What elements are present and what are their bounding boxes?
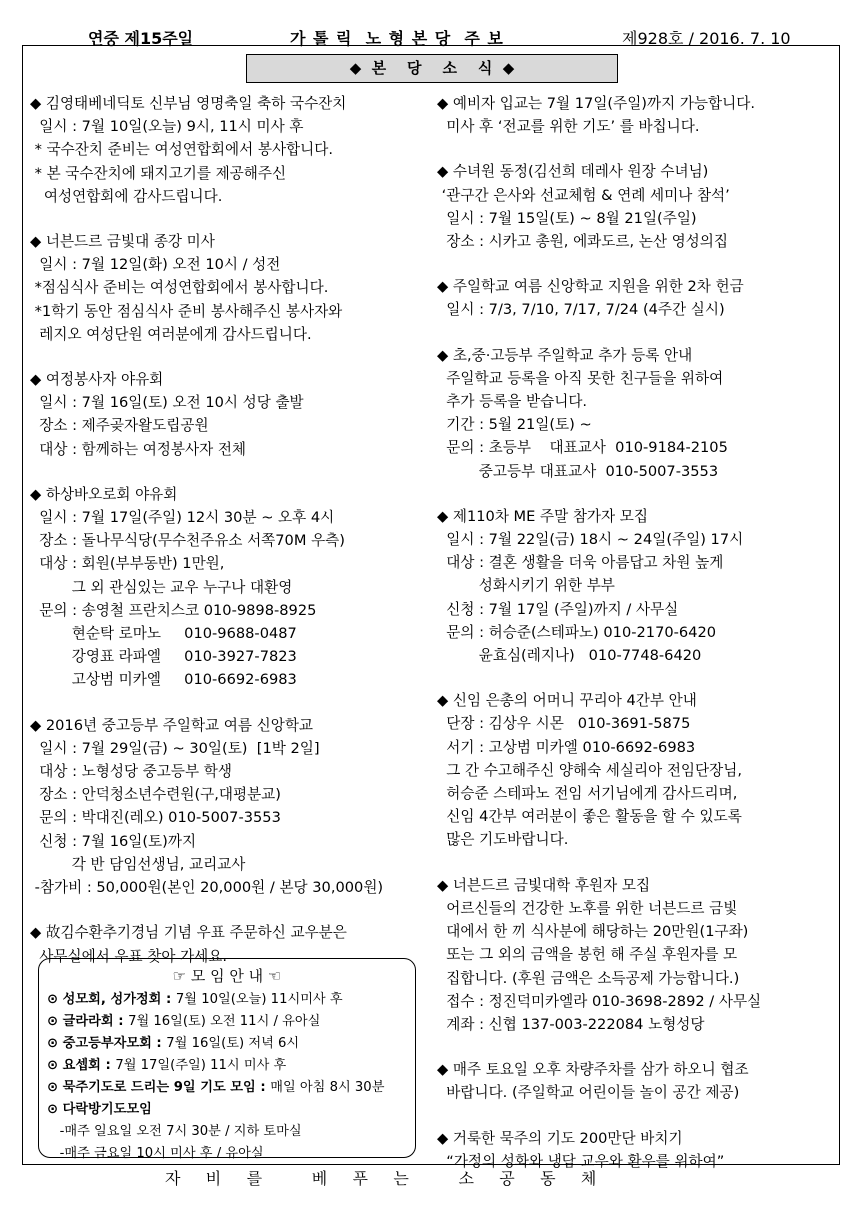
notice-title: ◆ 거룩한 묵주의 기도 200만단 바치기 (437, 1129, 683, 1147)
meeting-item-label: ⊙ 묵주기도로 드리는 9일 기도 모임 : (47, 1080, 271, 1095)
meeting-item-text: -매주 일요일 오전 7시 30분 / 지하 토마실 (47, 1124, 302, 1139)
notice-line: 일시 : 7월 29일(금) ~ 30일(토) [1박 2일] (30, 739, 320, 757)
notice-line: * 국수잔치 준비는 여성연합회에서 봉사합니다. (30, 141, 333, 159)
notice-line: 일시 : 7월 15일(토) ~ 8월 21일(주일) (437, 209, 697, 227)
notice-line: 대상 : 함께하는 여정봉사자 전체 (30, 440, 247, 458)
notice-title: ◆ 신임 은총의 어머니 꾸리아 4간부 안내 (437, 692, 697, 710)
notice-line: 강영표 라파엘 010-3927-7823 (30, 648, 297, 666)
meeting-item-text: -매주 금요일 10시 미사 후 / 유아실 (47, 1146, 264, 1161)
notice-line: 바랍니다. (주일학교 어린이들 놀이 공간 제공) (437, 1084, 740, 1102)
notice-line: “가정의 성화와 냉담 교우와 환우를 위하여” (437, 1152, 725, 1170)
notice-line: 장소 : 시카고 총원, 에콰도르, 논산 영성의집 (437, 233, 728, 251)
notice-item (30, 483, 425, 692)
notice-title: ◆ 예비자 입교는 7월 17일(주일)까지 가능합니다. (437, 95, 755, 112)
meeting-title: ☞ 모 임 안 내 ☜ (172, 967, 282, 985)
notice-title: ◆ 주일학교 여름 신앙학교 지원을 위한 2차 헌금 (437, 278, 744, 296)
notice-line: 문의 : 초등부 대표교사 010-9184-2105 (437, 439, 728, 457)
notice-line: 추가 등록을 받습니다. (437, 393, 588, 411)
meeting-item (47, 989, 407, 1011)
meeting-item-label: ⊙ 다락방기도모임 (47, 1102, 152, 1117)
notice-line: 그 간 수고해주신 양해숙 세실리아 전임단장님, (437, 761, 742, 779)
meeting-item-text: 7월 16일(토) 저녁 6시 (166, 1036, 300, 1051)
notice-item (437, 505, 837, 667)
notice-line: 문의 : 허승준(스테파노) 010-2170-6420 (437, 623, 717, 641)
notice-line: 신청 : 7월 17일 (주일)까지 / 사무실 (437, 600, 679, 618)
notice-line: 접수 : 정진덕미카엘라 010-3698-2892 / 사무실 (437, 992, 762, 1010)
notice-line: *1학기 동안 점심식사 준비 봉사해주신 봉사자와 (30, 302, 343, 320)
notice-title: ◆ 하상바오로회 야유회 (30, 485, 178, 503)
notice-line: 일시 : 7월 22일(금) 18시 ~ 24일(주일) 17시 (437, 531, 744, 549)
meeting-item (47, 1077, 407, 1099)
notice-item (437, 874, 837, 1036)
notice-line: 미사 후 ‘전교를 위한 기도’ 를 바칩니다. (437, 118, 700, 136)
notice-line: 현순탁 로마노 010-9688-0487 (30, 625, 297, 643)
footer-motto: 자 비 를 베 푸 는 소 공 동 체 (165, 1169, 598, 1188)
notice-item (437, 160, 837, 253)
notice-line: 허승준 스테파노 전임 서기님에게 감사드리며, (437, 785, 738, 803)
notice-line: 서기 : 고상범 미카엘 010-6692-6983 (437, 738, 696, 756)
right-column (437, 92, 837, 1195)
notice-line: * 본 국수잔치에 돼지고기를 제공해주신 (30, 164, 287, 182)
notice-line: 장소 : 돌나무식당(무수천주유소 서쪽70M 우측) (30, 532, 345, 550)
notice-line: 일시 : 7월 10일(오늘) 9시, 11시 미사 후 (30, 118, 304, 136)
notice-title: ◆ 제110차 ME 주말 참가자 모집 (437, 507, 648, 525)
notice-item (30, 230, 425, 346)
meeting-item (47, 1033, 407, 1055)
notice-title: ◆ 수녀원 동정(김선희 데레사 원장 수녀님) (437, 163, 709, 181)
notice-line: -참가비 : 50,000원(본인 20,000원 / 본당 30,000원) (30, 879, 384, 897)
notice-line: 집합니다. (후원 금액은 소득공제 가능합니다.) (437, 969, 740, 987)
notice-title: ◆ 故김수환추기경님 기념 우표 주문하신 교우분은 (30, 924, 347, 942)
notice-title: ◆ 2016년 중고등부 주일학교 여름 신앙학교 (30, 716, 314, 734)
notice-line: 장소 : 제주곶자왈도립공원 (30, 417, 209, 435)
meeting-item-text: 매일 아침 8시 30분 (270, 1080, 385, 1095)
notice-line: 대상 : 노형성당 중고등부 학생 (30, 763, 232, 781)
notice-line: 여성연합회에 감사드립니다. (30, 187, 223, 205)
notice-line: 각 반 담임선생님, 교리교사 (30, 855, 246, 873)
meeting-item-label: ⊙ 성모회, 성가정회 : (47, 992, 176, 1007)
notice-line: 중고등부 대표교사 010-5007-3553 (437, 462, 719, 480)
notice-item (437, 344, 837, 483)
meeting-item (47, 1143, 407, 1165)
notice-line: 또는 그 외의 금액을 봉헌 해 주실 후원자를 모 (437, 946, 738, 964)
meeting-item-text: 7월 17일(주일) 11시 미사 후 (115, 1058, 287, 1073)
header-week: 연중 제15주일 (88, 29, 194, 48)
notice-line: ‘관구간 은사와 선교체험 & 연례 세미나 참석’ (437, 186, 730, 204)
notice-line: 신임 4간부 여러분이 좋은 활동을 할 수 있도록 (437, 808, 742, 826)
meeting-item (47, 1121, 407, 1143)
notice-item (437, 275, 837, 321)
notice-line: 그 외 관심있는 교우 누구나 대환영 (30, 578, 293, 596)
notice-line: 많은 기도바랍니다. (437, 831, 569, 849)
left-column (30, 92, 425, 990)
notice-title: ◆ 너븐드르 금빛대 종강 미사 (30, 233, 215, 251)
notice-line: 장소 : 안덕청소년수련원(구,대평분교) (30, 786, 281, 804)
notice-line: 성화시키기 위한 부부 (437, 577, 615, 595)
meeting-box (38, 958, 416, 1161)
header-issue: 제928호 / 2016. 7. 10 (622, 29, 791, 48)
notice-line: *점심식사 준비는 여성연합회에서 봉사합니다. (30, 279, 329, 297)
notice-line: 단장 : 김상우 시몬 010-3691-5875 (437, 715, 691, 733)
meeting-item-text: 7월 10일(오늘) 11시미사 후 (175, 992, 343, 1007)
notice-line: 사무실에서 우표 찾아 가세요. (30, 947, 228, 965)
notice-item (30, 92, 425, 208)
notice-title: ◆ 여정봉사자 야유회 (30, 371, 164, 389)
meeting-item (47, 1011, 407, 1033)
notice-line: 고상범 미카엘 010-6692-6983 (30, 671, 297, 689)
notice-line: 기간 : 5월 21일(토) ~ (437, 416, 592, 434)
notice-line: 문의 : 박대진(레오) 010-5007-3553 (30, 809, 281, 827)
meeting-item-label: ⊙ 요셉회 : (47, 1058, 116, 1073)
notice-line: 대상 : 회원(부부동반) 1만원, (30, 555, 225, 573)
notice-item (437, 689, 837, 851)
notice-item (437, 1058, 837, 1104)
notice-line: 일시 : 7월 17일(주일) 12시 30분 ~ 오후 4시 (30, 509, 335, 527)
notice-line: 일시 : 7월 12일(화) 오전 10시 / 성전 (30, 256, 281, 274)
header-title: 가 톨 릭 노 형 본 당 주 보 (290, 29, 504, 48)
meeting-item (47, 1055, 407, 1077)
meeting-item (47, 1099, 407, 1121)
meeting-item-label: ⊙ 중고등부자모회 : (47, 1036, 167, 1051)
meeting-item-label: ⊙ 글라라회 : (47, 1014, 129, 1029)
notice-line: 주일학교 등록을 아직 못한 친구들을 위하여 (437, 369, 724, 387)
notice-title: ◆ 김영태베네딕토 신부님 영명축일 축하 국수잔치 (30, 95, 347, 112)
notice-line: 계좌 : 신협 137-003-222084 노형성당 (437, 1015, 705, 1033)
notice-line: 일시 : 7월 16일(토) 오전 10시 성당 출발 (30, 394, 304, 412)
notice-line: 대상 : 결혼 생활을 더욱 아름답고 차원 높게 (437, 554, 724, 572)
notice-line: 윤효심(레지나) 010-7748-6420 (437, 647, 702, 665)
notice-line: 어르신들의 건강한 노후를 위한 너븐드르 금빛 (437, 899, 738, 917)
notice-line: 문의 : 송영철 프란치스코 010-9898-8925 (30, 601, 317, 619)
section-banner: ◆ 본 당 소 식 ◆ (246, 54, 618, 83)
meeting-item-text: 7월 16일(토) 오전 11시 / 유아실 (128, 1014, 321, 1029)
notice-title: ◆ 초,중·고등부 주일학교 추가 등록 안내 (437, 346, 693, 364)
notice-title: ◆ 매주 토요일 오후 차량주차를 삼가 하오니 협조 (437, 1061, 749, 1079)
notice-line: 대에서 한 끼 식사분에 해당하는 20만원(1구좌) (437, 923, 749, 941)
notice-item (30, 368, 425, 461)
notice-line: 일시 : 7/3, 7/10, 7/17, 7/24 (4주간 실시) (437, 301, 725, 319)
notice-title: ◆ 너븐드르 금빛대학 후원자 모집 (437, 876, 651, 894)
notice-line: 레지오 여성단원 여러분에게 감사드립니다. (30, 325, 312, 343)
notice-line: 신청 : 7월 16일(토)까지 (30, 832, 197, 850)
notice-item (437, 92, 837, 138)
notice-item (30, 714, 425, 900)
